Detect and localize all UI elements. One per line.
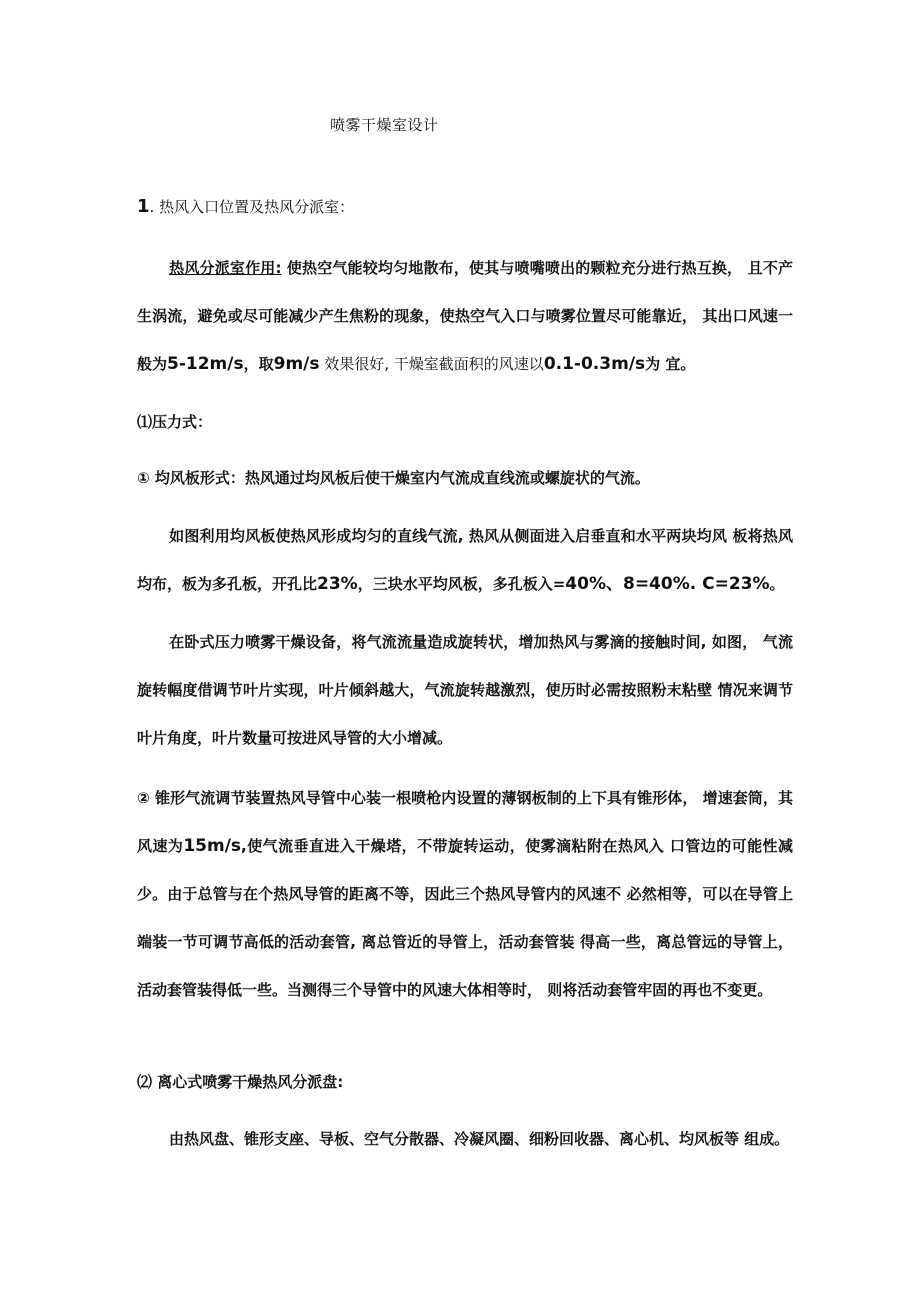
subsection-centrifugal-type: ⑵ 离心式喷雾干燥热风分派盘: <box>137 1073 344 1091</box>
document-title: 喷雾干燥室设计 <box>330 116 439 134</box>
section-1-heading <box>137 196 354 217</box>
paragraph-label: 热风分派室作用: <box>169 259 282 277</box>
paragraph-centrifugal-components: 由热风盘、锥形支座、导板、空气分散器、冷凝风圈、细粉回收器、离心机、均风板等 组成。 <box>169 1130 790 1148</box>
section-1-number: 1 <box>137 196 150 217</box>
paragraph-uniform-plate-detail: 如图利用均风板使热风形成均匀的直线气流, 热风从侧面进入启垂直和水平两块均风 板将热风均布，板为多孔板，开孔比23%，三块水平均风板，多孔板入=40%、8=40%. C=23%。 <box>137 527 793 594</box>
paragraph-horizontal-equipment: 在卧式压力喷雾干燥设备，将气流流量造成旋转状，增加热风与雾滴的接触时间, 如图， 气流旋转幅度借调节叶片实现，叶片倾斜越大，气流旋转越激烈，使历时必需按照粉末粘壁 情况来调节叶片角度，叶片数量可按进风导管的大小增减。 <box>137 633 793 747</box>
item-2-cone-regulator: ② 锥形气流调节装置热风导管中心装一根喷枪内设置的薄钢板制的上下具有锥形体， 增速套筒，其风速为15m/s,使气流垂直进入干燥塔，不带旋转运动，使雾滴粘附在热风入 口管边的可能性减少。由于总管与在个热风导管的距离不等，因此三个热风导管内的风速不 必然相等，可以在导管上端装一节可调节高低的活动套管, 离总管近的导管上，活动套管装 得高一些，离总管远的导管上，活动套管装得低一些。当测得三个导管中的风速大体相等时， 则将活动套管牢固的再也不变更。 <box>137 789 793 999</box>
paragraph-hot-air-distribution: 热风分派室作用: 使热空气能较均匀地散布，使其与喷嘴喷出的颗粒充分进行热互换， 且不产生涡流，避免或尽可能减少产生焦粉的现象，使热空气入口与喷雾位置尽可能靠近， 其出口风速一般为5-12m/s，取9m/s 效果很好, 干燥室截面积的风速以0.1-0.3m/s为 宜。 <box>137 259 793 374</box>
section-1-title: . 热风入口位置及热风分派室： <box>149 198 355 216</box>
subsection-pressure-type: ⑴压力式： <box>137 413 213 431</box>
item-1-uniform-plate: ① 均风板形式：热风通过均风板后使干燥室内气流成直线流或螺旋状的气流。 <box>137 469 650 487</box>
